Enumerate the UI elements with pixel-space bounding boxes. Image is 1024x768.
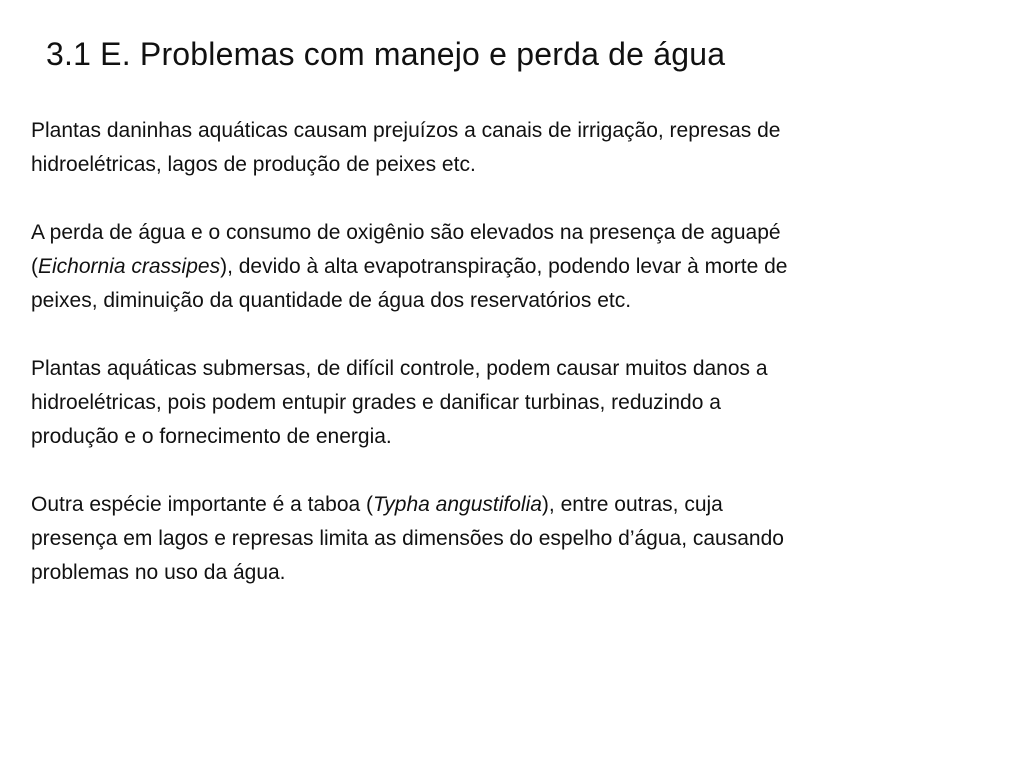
paragraph-taboa (31, 488, 981, 590)
paragraph-text: ( (31, 255, 38, 278)
paragraph-text: Outra espécie importante é a taboa ( (31, 493, 374, 516)
paragraph-line: Plantas daninhas aquáticas causam prejuízos a canais de irrigação, represas de (31, 119, 781, 142)
paragraph-submerged-plants (31, 352, 981, 454)
paragraph-text: ), devido à alta evapotranspiração, podendo levar à morte de (220, 255, 788, 278)
species-name: Eichornia crassipes (38, 255, 221, 278)
paragraph-line: A perda de água e o consumo de oxigênio são elevados na presença de aguapé (31, 221, 781, 244)
paragraph-line: peixes, diminuição da quantidade de água dos reservatórios etc. (31, 289, 632, 312)
paragraph-line: Plantas aquáticas submersas, de difícil controle, podem causar muitos danos a (31, 357, 768, 380)
paragraph-water-loss (31, 216, 981, 318)
paragraph-line: presença em lagos e represas limita as dimensões do espelho d’água, causando (31, 527, 784, 550)
paragraph-text: ), entre outras, cuja (541, 493, 723, 516)
slide-body (31, 114, 981, 590)
paragraph-line: problemas no uso da água. (31, 561, 286, 584)
species-name: Typha angustifolia (373, 493, 542, 516)
paragraph-irrigation-damage (31, 114, 981, 182)
slide-title: 3.1 E. Problemas com manejo e perda de água (46, 36, 726, 72)
paragraph-line: produção e o fornecimento de energia. (31, 425, 392, 448)
paragraph-line: hidroelétricas, lagos de produção de peixes etc. (31, 153, 476, 176)
paragraph-line: hidroelétricas, pois podem entupir grades e danificar turbinas, reduzindo a (31, 391, 721, 414)
